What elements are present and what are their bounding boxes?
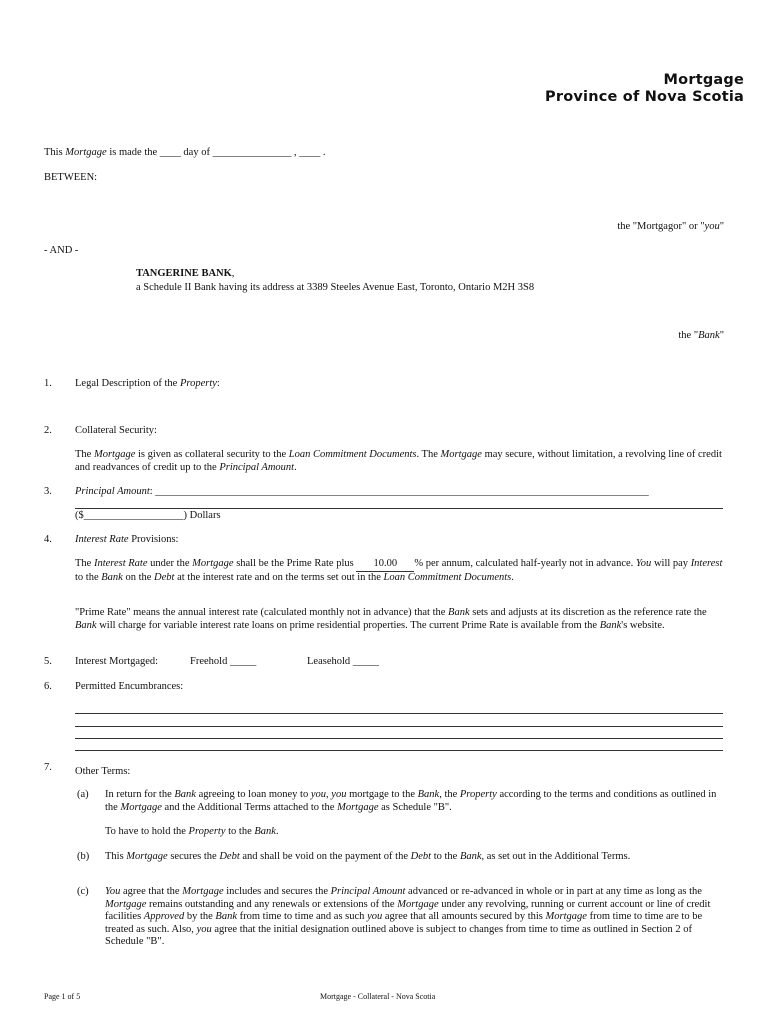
encumbrance-rule-4	[75, 750, 723, 751]
document-title	[545, 72, 744, 106]
s7c-term: Bank	[215, 911, 237, 922]
s7c-term: Mortgage	[397, 898, 439, 910]
s7a-term: Bank	[417, 789, 440, 800]
clause-b-label: (b)	[77, 851, 90, 862]
section-5-number: 5.	[44, 656, 52, 667]
s4-term: Debt	[154, 571, 175, 583]
principal-amount-line	[75, 486, 730, 499]
mortgagor-text: the "Mortgagor" or "	[617, 221, 705, 232]
bank-address: a Schedule II Bank having its address at 3389 Steeles Avenue East, Toronto, Ontario M2H 3S8	[136, 282, 535, 293]
s7b-term: Mortgage	[126, 851, 168, 862]
leasehold-option: Leasehold _____	[307, 656, 380, 667]
s7c-term: Mortgage	[105, 898, 147, 910]
s7c-term: Mortgage	[182, 886, 224, 897]
s4-term: Loan Commitment Documents	[383, 571, 512, 583]
s7c-text: agree that the initial designation outlined above is subject to changes from time to time as outlined in Section 2 of Schedule "B".	[105, 923, 692, 947]
bank-label-term: Bank	[698, 330, 720, 341]
prime-plus-rate-value: 10.00	[356, 558, 414, 572]
s4-text: The	[75, 558, 94, 569]
s7b-text: , as set out in the Additional Terms.	[481, 851, 631, 862]
s7b-term: Debt	[219, 851, 240, 862]
s7c-text: from time to time are to be treated as such. Also,	[105, 911, 703, 935]
s4-text: to the	[75, 571, 102, 583]
s4-text: "Prime Rate" means the annual interest rate (calculated monthly not in advance) that the	[75, 607, 449, 618]
section-1-number: 1.	[44, 378, 52, 389]
s7a-text: and the Additional Terms attached to the	[161, 801, 338, 813]
interest-rate-paragraph	[75, 558, 730, 584]
section-7-heading: Other Terms:	[75, 766, 131, 777]
s4-text: .	[511, 571, 514, 583]
s4-term: Bank	[101, 571, 123, 583]
s1-colon: :	[216, 378, 220, 389]
s4-text: will pay	[651, 558, 691, 569]
s7a-term: Bank	[174, 789, 196, 800]
s4-text: Provisions:	[128, 534, 179, 545]
s7a-term: you	[310, 789, 327, 800]
between-label: BETWEEN:	[44, 172, 98, 183]
made-text: This	[44, 147, 66, 158]
s4-term: Bank	[599, 619, 622, 631]
s2-text: is given as collateral security to the	[135, 449, 289, 460]
s2-text: .	[294, 461, 297, 473]
s4-term: Mortgage	[192, 558, 234, 569]
s7b-text: to the	[431, 851, 460, 862]
s7c-text: under any revolving, running or current account or line of credit facilities	[105, 898, 711, 922]
s7c-term: Principal Amount	[330, 886, 406, 897]
s7b-text: secures the	[167, 851, 220, 862]
s2-term: Mortgage	[440, 449, 482, 460]
interest-mortgaged-label: Interest Mortgaged:	[75, 656, 159, 667]
s4-text: % per annum, calculated half-yearly not in advance.	[414, 558, 636, 569]
s7a-text: To have to hold the	[105, 826, 189, 837]
mortgagor-you: you	[704, 221, 720, 232]
s7a-term: Property	[459, 789, 497, 800]
section-4-heading	[75, 534, 730, 547]
section-7-number: 7.	[44, 762, 52, 773]
s4-term: You	[635, 558, 652, 569]
s7a-text: mortgage to the	[346, 789, 418, 800]
s7a-text: agreeing to loan money to	[195, 789, 311, 800]
s7a-term: Mortgage	[337, 801, 379, 813]
s7c-text: by the	[184, 911, 216, 922]
s7a-text: , the	[439, 789, 460, 800]
s4-text: 's website.	[621, 619, 665, 631]
bank-label-quote: "	[719, 330, 724, 341]
s7c-text: agree that the	[120, 886, 183, 897]
s7c-term: Approved	[143, 911, 185, 922]
s4-text: sets and adjusts at its discretion as the reference rate the	[469, 607, 707, 618]
s4-text: on the	[122, 571, 155, 583]
s4-term: Interest	[690, 558, 723, 569]
s7a-text: ,	[326, 789, 332, 800]
mortgagor-label	[617, 221, 724, 232]
s7c-text: from time to time and as such	[237, 911, 368, 922]
freehold-option: Freehold _____	[190, 656, 257, 667]
title-line-province: Province of Nova Scotia	[545, 89, 744, 105]
s2-text: . The	[416, 449, 441, 460]
section-6-heading: Permitted Encumbrances:	[75, 681, 184, 692]
s4-term: Interest Rate	[93, 558, 148, 569]
section-2-heading: Collateral Security:	[75, 425, 157, 436]
prime-rate-definition	[75, 607, 730, 632]
s7a-text: In return for the	[105, 789, 175, 800]
clause-c-label: (c)	[77, 886, 89, 897]
s7b-term: Bank	[459, 851, 482, 862]
encumbrance-rule-2	[75, 726, 723, 727]
principal-amount-blank: : ______________________________________________________________________________________________	[149, 486, 649, 497]
s7c-text: includes and secures the	[223, 886, 331, 897]
s4-text: will charge for variable interest rate loans on prime residential properties. The current Prime Rate is available from the	[96, 619, 600, 631]
footer-document-name: Mortgage - Collateral - Nova Scotia	[320, 992, 436, 1001]
s7a-term: Property	[188, 826, 226, 837]
s7c-term: You	[105, 886, 121, 897]
principal-amount-label: Principal Amount	[75, 486, 150, 497]
section-3-number: 3.	[44, 486, 52, 497]
s7c-text: agree that all amounts secured by this	[382, 911, 546, 922]
s2-text: The	[75, 449, 94, 460]
made-mortgage-term: Mortgage	[65, 147, 107, 158]
bank-label	[678, 330, 724, 341]
s7c-text: remains outstanding and any renewals or extensions of the	[146, 898, 398, 910]
bank-name	[136, 268, 234, 279]
section-2-paragraph	[75, 449, 730, 474]
s7b-text: and shall be void on the payment of the	[239, 851, 411, 862]
s7a-term: Mortgage	[120, 801, 162, 813]
s4-text: shall be the Prime Rate plus	[233, 558, 357, 569]
s7b-text: This	[105, 851, 127, 862]
clause-c-paragraph	[105, 886, 730, 949]
made-date-blanks: is made the ____ day of _______________ , ____ .	[106, 147, 326, 158]
bank-name-comma: ,	[231, 268, 235, 279]
s4-text: at the interest rate and on the terms set out in the	[174, 571, 384, 583]
encumbrance-rule-3	[75, 738, 723, 739]
s1-property: Property	[179, 378, 217, 389]
s2-text: may secure, without limitation, a revolving line of credit and readvances of credit up to the	[75, 449, 722, 473]
section-6-number: 6.	[44, 681, 52, 692]
and-separator: - AND -	[44, 245, 79, 256]
page-number: Page 1 of 5	[44, 992, 81, 1001]
s7c-term: Mortgage	[545, 911, 587, 922]
s7b-term: Debt	[410, 851, 432, 862]
s4-term: Bank	[75, 619, 97, 631]
s4-term: Bank	[448, 607, 470, 618]
s7a-term: Bank	[254, 826, 276, 837]
s2-term: Mortgage	[93, 449, 136, 460]
encumbrance-rule-1	[75, 713, 723, 714]
s7c-text: advanced or re-advanced in whole or in part at any time as long as the	[405, 886, 702, 897]
s4-term: Interest Rate	[75, 534, 129, 545]
s7a-term: you	[331, 789, 347, 800]
clause-a-habendum	[105, 826, 730, 839]
clause-a-label: (a)	[77, 789, 89, 800]
s7a-text: to the	[225, 826, 255, 837]
bank-label-text: the "	[678, 330, 699, 341]
clause-a-paragraph	[105, 789, 730, 814]
s7c-term: you	[196, 923, 212, 935]
section-4-number: 4.	[44, 534, 52, 545]
s4-text: under the	[147, 558, 193, 569]
s7c-term: you	[367, 911, 383, 922]
s2-term: Principal Amount	[219, 461, 295, 473]
s2-term: Loan Commitment Documents	[288, 449, 417, 460]
bank-name-text: TANGERINE BANK	[136, 268, 232, 279]
s7a-text: .	[275, 826, 279, 837]
mortgagor-quote: "	[719, 221, 724, 232]
s1-text: Legal Description of the	[75, 378, 180, 389]
section-1-heading	[75, 378, 730, 391]
principal-amount-rule	[75, 508, 723, 509]
title-line-mortgage: Mortgage	[663, 72, 744, 88]
clause-b-paragraph	[105, 851, 730, 864]
made-date-line	[44, 147, 325, 158]
section-2-number: 2.	[44, 425, 52, 436]
principal-amount-dollars: ($___________________) Dollars	[75, 510, 221, 521]
s7a-text: according to the terms and conditions as outlined in the	[105, 789, 717, 813]
s7a-text: as Schedule "B".	[378, 801, 452, 813]
